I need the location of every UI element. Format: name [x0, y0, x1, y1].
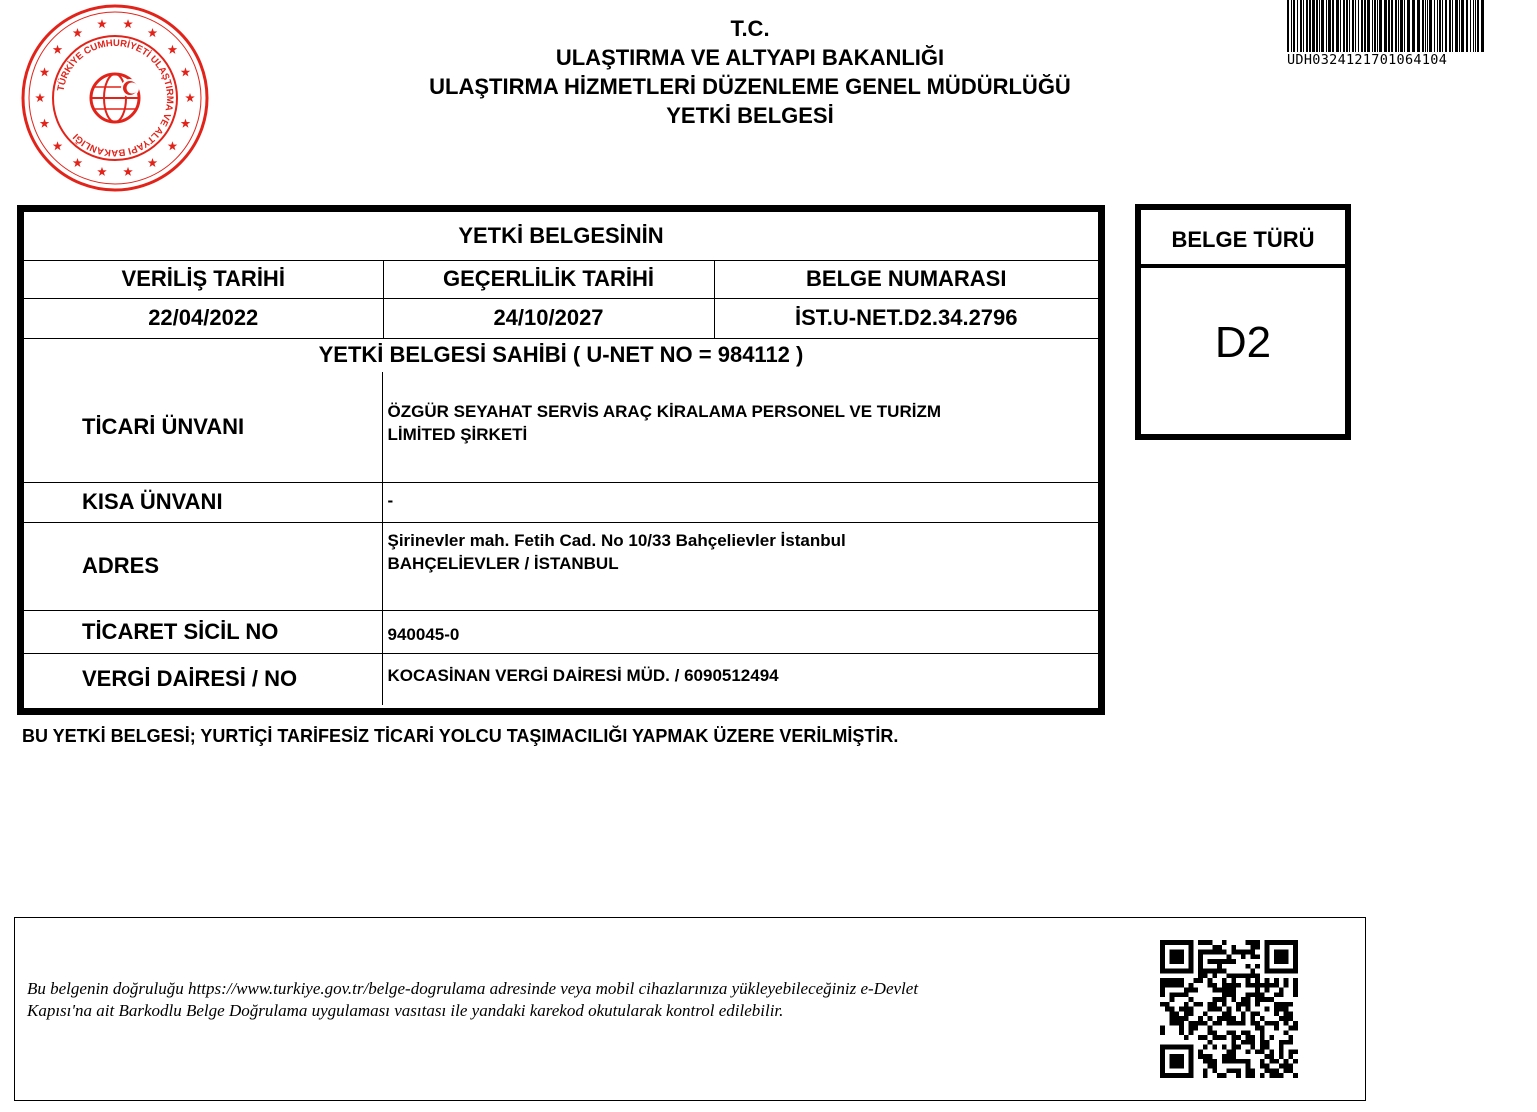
row-value [382, 653, 1098, 705]
validity-date-value: 24/10/2027 [383, 298, 714, 338]
seal-star [123, 167, 133, 176]
row-value-line: LİMİTED ŞİRKETİ [387, 425, 528, 444]
section-title: YETKİ BELGESİNİN [24, 212, 1098, 260]
info-row [24, 653, 1098, 705]
seal-star [181, 67, 191, 76]
seal-star [168, 141, 178, 150]
header-validity-date: GEÇERLİLİK TARİHİ [383, 260, 714, 298]
seal-star [73, 158, 83, 167]
seal-star [168, 45, 178, 54]
info-row [24, 522, 1098, 610]
header-document-title: YETKİ BELGESİ [666, 103, 834, 128]
verification-footer [14, 917, 1366, 1101]
qr-code-image [1160, 940, 1298, 1078]
row-value-line: 940045-0 [387, 624, 460, 644]
row-label: ADRES [24, 522, 382, 610]
info-row [24, 372, 1098, 482]
seal-star [35, 93, 45, 102]
row-value [382, 610, 1098, 653]
seal-star [53, 45, 63, 54]
verification-text [27, 978, 1117, 1022]
seal-star [53, 141, 63, 150]
authorization-note: BU YETKİ BELGESİ; YURTİÇİ TARİFESİZ TİCARİ YOLCU TAŞIMACILIĞI YAPMAK ÜZERE VERİLMİŞTİR. [22, 726, 899, 746]
ministry-seal-logo [20, 3, 210, 193]
row-value [382, 482, 1098, 522]
seal-star [148, 158, 158, 167]
row-value-line: ÖZGÜR SEYAHAT SERVİS ARAÇ KİRALAMA PERSONEL VE TURİZM [387, 402, 941, 421]
row-value [382, 522, 1098, 610]
seal-star [73, 28, 83, 37]
info-row [24, 610, 1098, 653]
issue-date-value: 22/04/2022 [24, 298, 383, 338]
seal-star [123, 19, 133, 28]
seal-star [148, 28, 158, 37]
seal-star [40, 119, 50, 128]
seal-text: TÜRKİYE CUMHURİYETİ ULAŞTIRMA VE ALTYAPI BAKANLIĞI [55, 37, 176, 159]
document-type-title: BELGE TÜRÜ [1141, 210, 1345, 268]
row-value-line: Şirinevler mah. Fetih Cad. No 10/33 Bahçelievler İstanbul [387, 530, 846, 550]
row-label: VERGİ DAİRESİ / NO [24, 653, 382, 705]
seal-star [185, 93, 195, 102]
row-value-line: - [387, 490, 394, 510]
verification-text-line: Bu belgenin doğruluğu https://www.turkiye.gov.tr/belge-dogrulama adresinde veya mobil cihazlarınıza yükleyebileceğiniz e-Devlet [27, 979, 919, 998]
barcode-number: UDH0324121701064104 [1287, 52, 1448, 68]
header-issue-date: VERİLİŞ TARİHİ [24, 260, 383, 298]
header-tc: T.C. [730, 16, 770, 41]
row-value-line: KOCASİNAN VERGİ DAİRESİ MÜD. / 6090512494 [387, 665, 779, 685]
verification-text-line: Kapısı'na ait Barkodlu Belge Doğrulama uygulaması vasıtası ile yandaki karekod okutularak kontrol edilebilir. [27, 1001, 784, 1020]
row-value [382, 372, 1098, 482]
header-ministry: ULAŞTIRMA VE ALTYAPI BAKANLIĞI [555, 45, 945, 70]
seal-star [97, 167, 107, 176]
row-value-line: BAHÇELİEVLER / İSTANBUL [387, 553, 619, 573]
info-row [24, 482, 1098, 522]
document-header [300, 14, 1200, 130]
row-label: TİCARİ ÜNVANI [24, 372, 382, 482]
row-label: TİCARET SİCİL NO [24, 610, 382, 653]
certificate-table [17, 205, 1105, 715]
document-type-value: D2 [1214, 318, 1272, 367]
seal-star [97, 19, 107, 28]
holder-title: YETKİ BELGESİ SAHİBİ ( U-NET NO = 984112 ) [24, 338, 1098, 372]
document-type-box [1135, 204, 1351, 440]
header-directorate: ULAŞTIRMA HİZMETLERİ DÜZENLEME GENEL MÜDÜRLÜĞÜ [429, 74, 1071, 99]
seal-star [40, 67, 50, 76]
barcode-image [1287, 0, 1487, 52]
row-label: KISA ÜNVANI [24, 482, 382, 522]
header-document-number: BELGE NUMARASI [714, 260, 1098, 298]
document-number-value: İST.U-NET.D2.34.2796 [714, 298, 1098, 338]
seal-star [181, 119, 191, 128]
